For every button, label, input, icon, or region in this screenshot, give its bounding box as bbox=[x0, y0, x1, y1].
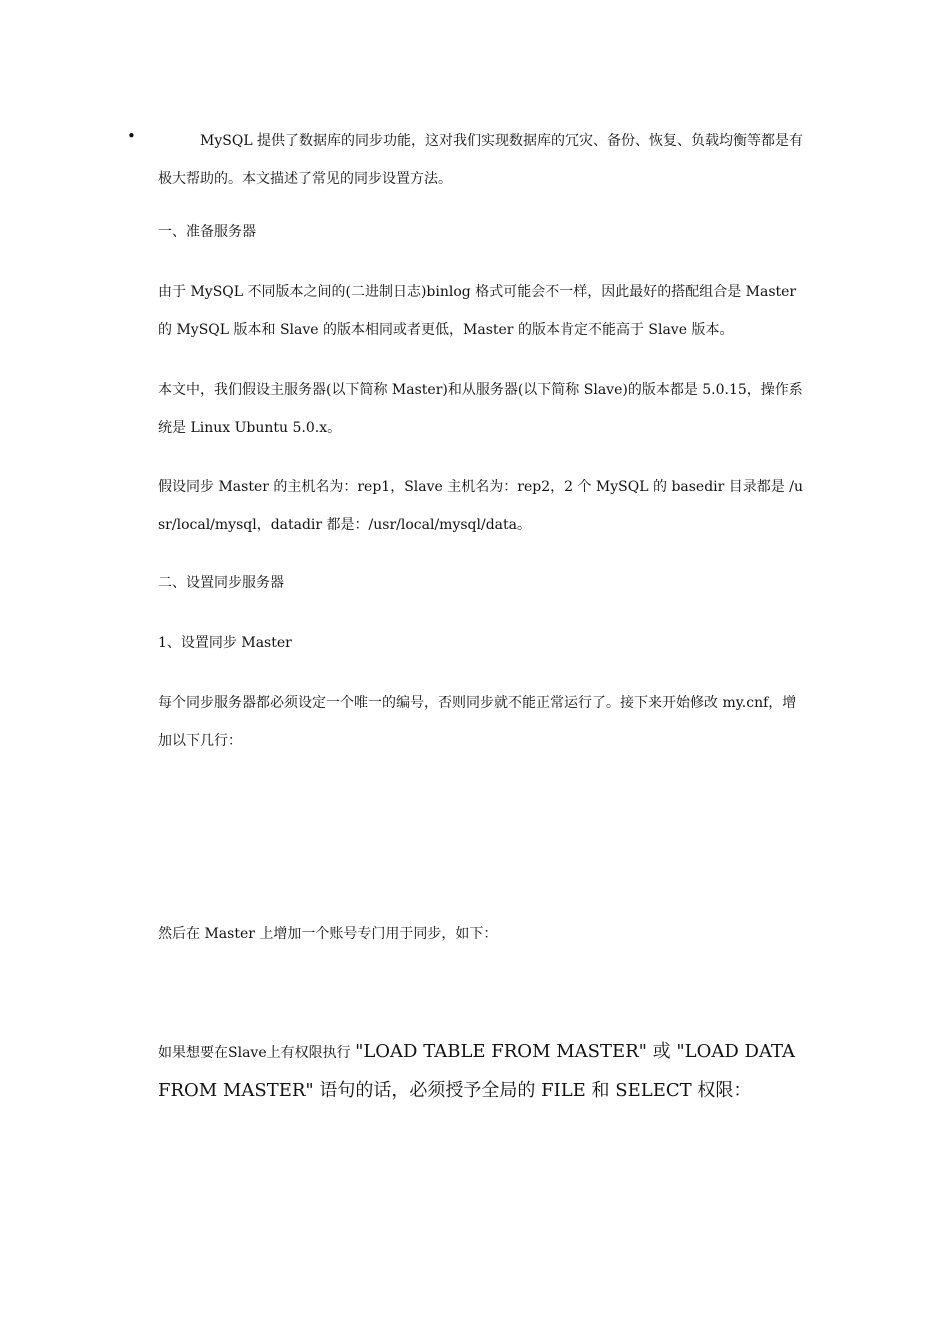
subheading-sync-master: 1、设置同步 Master bbox=[158, 635, 292, 651]
privilege-lead-text: 如果想要在Slave上有权限执行 bbox=[158, 1045, 356, 1061]
intro-paragraph: MySQL 提供了数据库的同步功能，这对我们实现数据库的冗灾、备份、恢复、负载均衡等都是有极大帮助的。本文描述了常见的同步设置方法。 bbox=[158, 133, 804, 187]
privilege-paragraph bbox=[158, 1033, 808, 1109]
section-heading-prepare-servers: 一、准备服务器 bbox=[158, 224, 256, 240]
privilege-main-text: "LOAD TABLE FROM MASTER" 或 "LOAD DATA FROM MASTER" 语句的话，必须授予全局的 FILE 和 SELECT 权限： bbox=[158, 1041, 796, 1101]
server-id-paragraph: 每个同步服务器都必须设定一个唯一的编号，否则同步就不能正常运行了。接下来开始修改 my.cnf，增加以下几行： bbox=[158, 695, 797, 749]
hostname-paragraph: 假设同步 Master 的主机名为：rep1，Slave 主机名为：rep2，2 个 MySQL 的 basedir 目录都是 /usr/local/mysql，datadir 都是：/usr/local/mysql/data。 bbox=[158, 479, 803, 533]
assumption-paragraph: 本文中，我们假设主服务器(以下简称 Master)和从服务器(以下简称 Slave)的版本都是 5.0.15，操作系统是 Linux Ubuntu 5.0.x。 bbox=[158, 382, 803, 436]
section-heading-sync-servers: 二、设置同步服务器 bbox=[158, 575, 284, 591]
list-bullet: • bbox=[127, 127, 136, 145]
version-paragraph: 由于 MySQL 不同版本之间的(二进制日志)binlog 格式可能会不一样，因此最好的搭配组合是 Master 的 MySQL 版本和 Slave 的版本相同或者更低，Master 的版本肯定不能高于 Slave 版本。 bbox=[158, 284, 797, 338]
account-paragraph: 然后在 Master 上增加一个账号专门用于同步，如下： bbox=[158, 926, 498, 942]
